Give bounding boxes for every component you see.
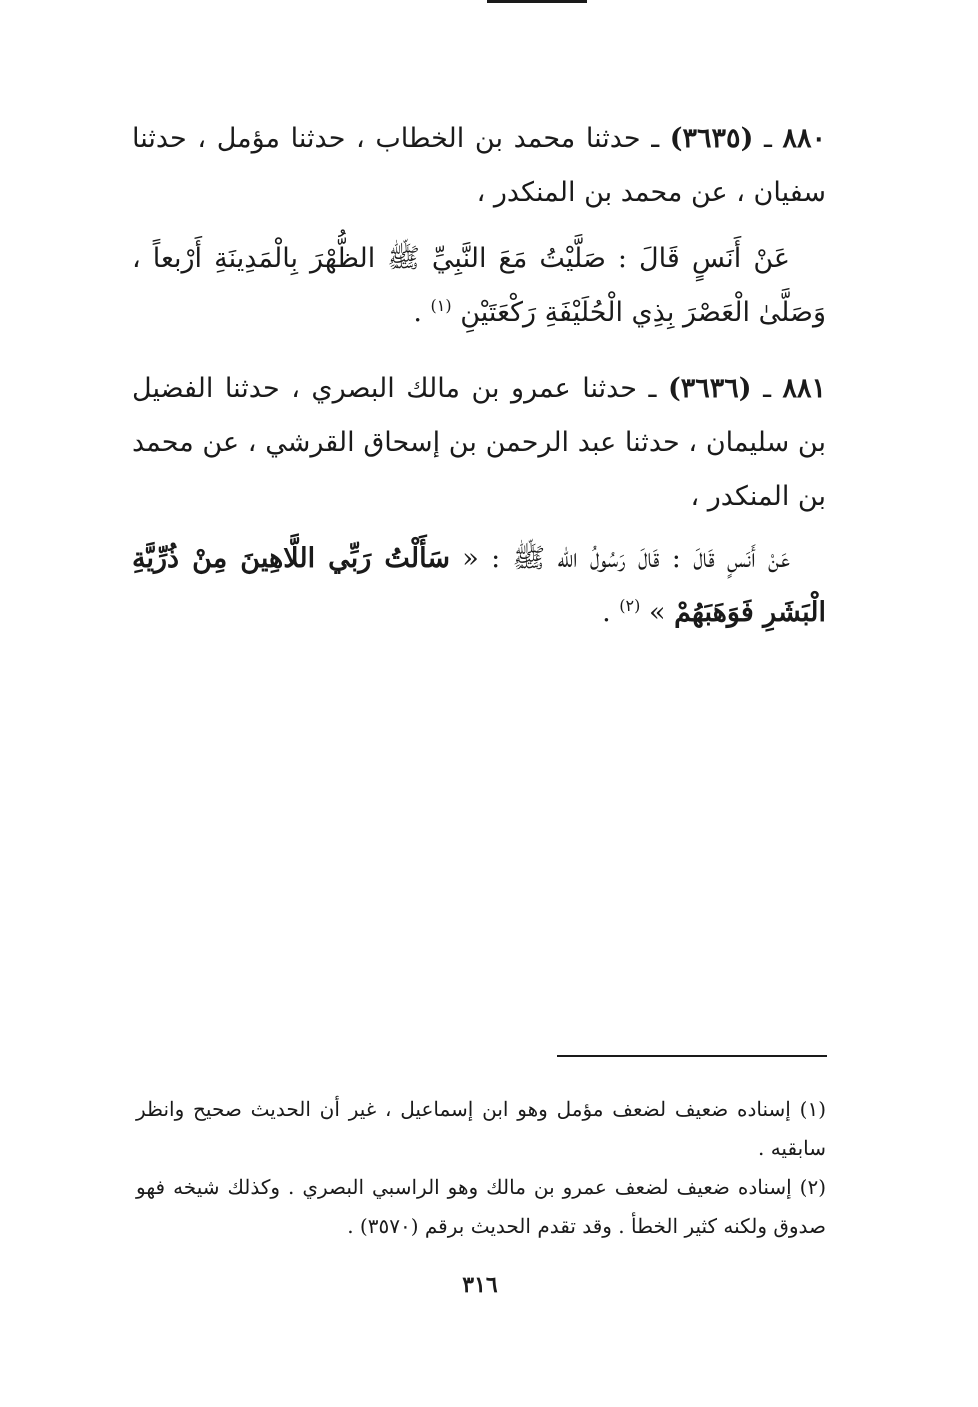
footnotes: [136, 1090, 826, 1246]
dash: ـ: [751, 373, 783, 404]
footnote-separator: [557, 1055, 827, 1057]
hadith-881-matn: [132, 532, 826, 640]
matn-end: .: [602, 597, 620, 628]
isnad-text: حدثنا محمد بن الخطاب ، حدثنا مؤمل ، حدثنا سفيان ، عن محمد بن المنكدر ،: [132, 123, 826, 208]
footnote-mark: (٢): [799, 1175, 827, 1199]
top-rule: [487, 0, 587, 3]
footnote-1: [136, 1090, 826, 1168]
hadith-880-isnad: [132, 112, 826, 220]
dash: ـ: [640, 123, 670, 154]
footnote-mark-1: (١): [430, 296, 452, 315]
hadith-881-isnad: [132, 362, 826, 524]
matn-text: عَنْ أَنَسٍ قَالَ : صَلَّيْتُ مَعَ النَّبِيِّ ﷺ الظُّهْرَ بِالْمَدِينَةِ أَرْبعاً ، وَصَلَّىٰ الْعَصْرَ بِذِي الْحُلَيْفَةِ رَكْعَتَيْنِ: [132, 243, 826, 328]
quote-close: »: [648, 597, 675, 628]
footnote-mark-2: (٢): [619, 596, 641, 615]
matn-intro: عَنْ أَنَسٍ قَالَ : قَالَ رَسُولُ الله ﷺ : «: [449, 543, 791, 574]
footnote-text: إسناده ضعيف لضعف مؤمل وهو ابن إسماعيل ، غير أن الحديث صحيح وانظر سابقيه .: [136, 1097, 826, 1160]
hadith-880-matn: [132, 232, 826, 340]
hadith-number: ٨٨١: [782, 373, 827, 404]
hadith-reference: (٣٦٣٦): [667, 373, 752, 404]
footnote-mark: (١): [799, 1097, 827, 1121]
hadith-number: ٨٨٠: [782, 123, 826, 154]
page-number: ٣١٦: [462, 1272, 498, 1298]
matn-end: .: [413, 297, 431, 328]
isnad-text: حدثنا عمرو بن مالك البصري ، حدثنا الفضيل بن سليمان ، حدثنا عبد الرحمن بن إسحاق القرشي ، عن محمد بن المنكدر ،: [132, 373, 826, 512]
footnote-text: إسناده ضعيف لضعف عمرو بن مالك وهو الراسبي البصري . وكذلك شيخه فهو صدوق ولكنه كثير الخطأ . وقد تقدم الحديث برقم (٣٥٧٠) .: [136, 1175, 826, 1238]
prophetic-quote: سَأَلْتُ رَبِّي اللَّاهِينَ مِنْ ذُرِّيَّةِ الْبَشَرِ فَوَهَبَهُمْ: [132, 543, 826, 628]
hadith-reference: (٣٦٣٥): [669, 123, 754, 154]
dash: ـ: [637, 373, 668, 404]
footnote-2: [136, 1168, 826, 1246]
dash: ـ: [753, 123, 783, 154]
